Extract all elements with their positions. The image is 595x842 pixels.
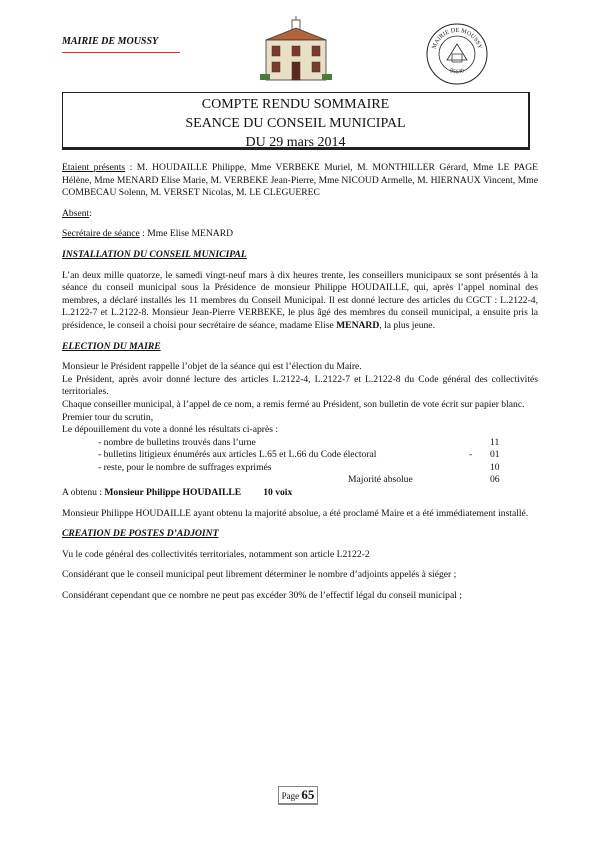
election-result: Monsieur Philippe HOUDAILLE ayant obtenu la majorité absolue, a été proclamé Maire et a été immédiatement installé. — [62, 507, 529, 519]
absent-label: Absent — [62, 207, 90, 219]
absent-paragraph — [62, 208, 538, 221]
vote-result-row: - nombre de bulletins trouvés dans l’urne 11 — [98, 436, 500, 448]
header-rule — [62, 52, 180, 53]
seal-bottom-text: 95640 — [449, 68, 465, 76]
majority-row: Majorité absolue 06 — [348, 474, 500, 486]
report-title-box — [62, 92, 530, 150]
adjoints-heading: CREATION DE POSTES D’ADJOINT — [62, 528, 219, 540]
secretary-text: : Mme Elise MENARD — [139, 228, 234, 240]
election-heading: ELECTION DU MAIRE — [62, 340, 161, 352]
secretary-paragraph — [62, 228, 538, 241]
mairie-seal — [425, 22, 489, 86]
election-line: Le Président, après avoir donné lecture des articles L.2122-4, L.2122-7 et L.2122-8 du Code général des collectivités territoriales. — [62, 373, 538, 398]
title-line-1: COMPTE RENDU SOMMAIRE — [201, 97, 390, 112]
election-line: Chaque conseiller municipal, à l’appel de ce nom, a remis fermé au Président, son bulletin de vote écrit sur papier blanc. — [62, 398, 525, 410]
seal-top-text: MAIRIE DE MOUSSY — [430, 26, 484, 50]
adjoints-paragraph-3: Considérant cependant que ce nombre ne peut pas excéder 30% de l’effectif légal du conseil municipal ; — [62, 590, 462, 602]
title-line-3: DU 29 mars 2014 — [245, 135, 346, 150]
election-line: Monsieur le Président rappelle l’objet de la séance qui est l’élection du Maire. — [62, 361, 362, 373]
page-label: Page — [281, 791, 300, 801]
vote-result-row: - reste, pour le nombre de suffrages exprimés 10 — [98, 461, 500, 473]
adjoints-paragraph-1: Vu le code général des collectivités territoriales, notamment son article L2122-2 — [62, 548, 370, 560]
secretary-label: Secrétaire de séance — [62, 228, 140, 240]
installation-heading: INSTALLATION DU CONSEIL MUNICIPAL — [62, 248, 247, 260]
presence-text: : M. HOUDAILLE Philippe, Mme VERBEKE Muriel, M. MONTHILLER Gérard, Mme LE PAGE Hélène, Mme MENARD Elise Marie, M. VERBEKE Jean-Pierre, Mme NICOUD Armelle, M. HIERNAUX Vincent, Mme COMBECAU Solenn, M. VERSET Nicolas, M. LE CLEGUEREC — [62, 162, 538, 199]
presence-label: Etaient présents — [62, 162, 126, 173]
election-line: Premier tour du scrutin, — [62, 411, 154, 423]
installation-paragraph: L’an deux mille quatorze, le samedi vingt-neuf mars à dix heures trente, les conseillers municipaux se sont présentés à la séance du conseil municipal sous la Présidence de monsieur Philippe HOUDAILLE, qui, après l’appel nominal des membres, a déclaré installés les 11 membres du Conseil Municipal. Il est donné lecture des articles du CGCT : L.2122-4, L.2122-7 et L.2122-8. Monsieur Jean-Pierre VERBEKE, le plus âgé des membres du conseil municipal, a ensuite pris la présidence, le conseil a choisi pour secrétaire de séance, madame Elise MENARD, la plus jeune. — [62, 269, 538, 331]
mairie-label: MAIRIE DE MOUSSY — [62, 36, 159, 47]
report-body — [62, 162, 538, 603]
obtained-line: A obtenu : Monsieur Philippe HOUDAILLE 10 voix — [62, 487, 293, 499]
vote-result-row: - bulletins litigieux énumérés aux articles L.65 et L.66 du Code électoral - 01 — [98, 449, 500, 461]
title-line-2: SEANCE DU CONSEIL MUNICIPAL — [185, 116, 406, 131]
absent-text: : — [89, 207, 92, 219]
page-number-box — [278, 786, 318, 805]
page-number: 65 — [301, 787, 315, 802]
adjoints-paragraph-2: Considérant que le conseil municipal peut librement déterminer le nombre d’adjoints appelés à siéger ; — [62, 569, 457, 581]
townhall-logo — [258, 16, 334, 82]
presence-paragraph — [62, 162, 538, 200]
svg-text:95640 — [449, 68, 465, 75]
election-line: Le dépouillement du vote a donné les résultats ci-après : — [62, 424, 279, 436]
